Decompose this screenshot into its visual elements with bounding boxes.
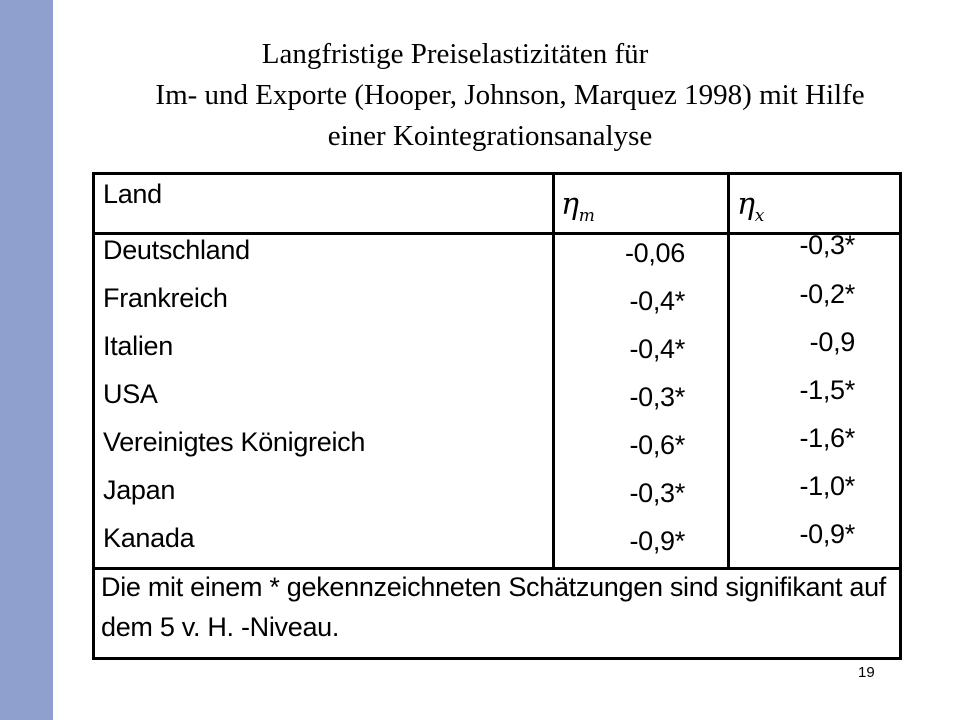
eta-m-symbol: η: [561, 187, 579, 222]
row-country: USA: [103, 379, 158, 409]
row-eta-x: -1,0*: [799, 471, 855, 501]
row-eta-m: -0,06: [624, 238, 685, 268]
row-country: Kanada: [103, 523, 195, 553]
row-eta-x: -0,9: [809, 327, 855, 357]
row-eta-x: -1,5*: [799, 375, 855, 405]
row-eta-x: -1,6*: [799, 423, 855, 453]
eta-x-subscript: x: [754, 206, 764, 226]
row-eta-x: -0,2*: [799, 279, 855, 309]
title-line-2: Im- und Exporte (Hooper, Johnson, Marquez 1998) mit Hilfe: [155, 79, 865, 111]
row-eta-m: -0,4*: [629, 334, 685, 364]
row-country: Vereinigtes Königreich: [103, 427, 366, 457]
row-country: Italien: [103, 331, 173, 361]
slide-title: [60, 34, 960, 157]
header-eta-x: [737, 187, 764, 226]
title-line-3: einer Kointegrationsanalyse: [327, 120, 653, 152]
row-eta-m: -0,3*: [629, 478, 685, 508]
row-country: Deutschland: [103, 235, 250, 265]
elasticity-table: [92, 172, 902, 660]
row-eta-m: -0,3*: [629, 382, 685, 412]
table-footnote: Die mit einem * gekennzeichneten Schätzungen sind signifikant auf dem 5 v. H. -Niveau.: [101, 572, 886, 642]
page-number: 19: [858, 664, 875, 681]
eta-x-symbol: η: [737, 187, 755, 222]
row-eta-m: -0,9*: [629, 526, 685, 556]
side-accent-bar: [0, 0, 53, 720]
title-line-1: Langfristige Preiselastizitäten für: [261, 38, 649, 70]
row-country: Frankreich: [103, 283, 228, 313]
row-eta-m: -0,6*: [629, 430, 685, 460]
row-country: Japan: [103, 475, 176, 505]
row-eta-x: -0,3*: [799, 230, 855, 260]
row-eta-x: -0,9*: [799, 519, 855, 549]
header-country: Land: [103, 179, 162, 209]
header-eta-m: [561, 187, 595, 226]
eta-m-subscript: m: [578, 206, 595, 226]
row-eta-m: -0,4*: [629, 286, 685, 316]
